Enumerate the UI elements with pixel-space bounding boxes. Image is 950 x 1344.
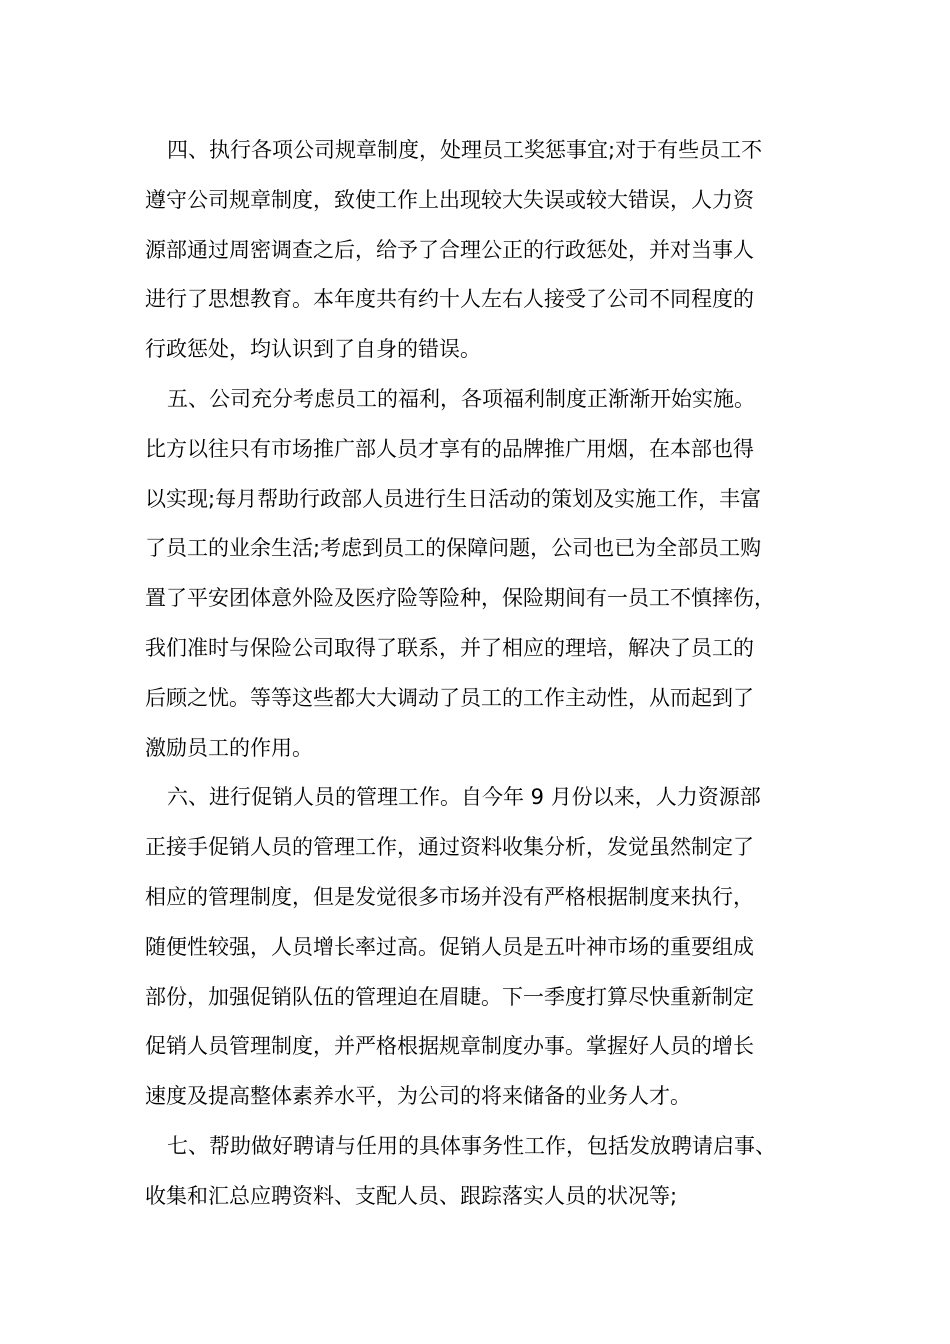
text-line: 正接手促销人员的管理工作，通过资料收集分析，发觉虽然制定了 [145, 835, 754, 860]
text-line: 遵守公司规章制度，致使工作上出现较大失误或较大错误，人力资 [145, 187, 754, 212]
text-line: 七、帮助做好聘请与任用的具体事务性工作，包括发放聘请启事、 [167, 1133, 776, 1158]
text-line: 进行了思想教育。本年度共有约十人左右人接受了公司不同程度的 [145, 287, 754, 312]
text-line: 五、公司充分考虑员工的福利，各项福利制度正渐渐开始实施。 [167, 386, 755, 411]
text-line: 六、进行促销人员的管理工作。自今年 9 月份以来，人力资源部 [167, 785, 761, 810]
text-line: 以实现;每月帮助行政部人员进行生日活动的策划及实施工作，丰富 [145, 486, 762, 511]
text-line: 源部通过周密调查之后，给予了合理公正的行政惩处，并对当事人 [145, 237, 754, 262]
text-line: 随便性较强，人员增长率过高。促销人员是五叶神市场的重要组成 [145, 934, 754, 959]
text-line: 行政惩处，均认识到了自身的错误。 [145, 337, 481, 362]
text-line: 后顾之忧。等等这些都大大调动了员工的工作主动性，从而起到了 [145, 685, 754, 710]
text-line: 比方以往只有市场推广部人员才享有的品牌推广用烟，在本部也得 [145, 436, 754, 461]
text-line: 我们准时与保险公司取得了联系，并了相应的理培，解决了员工的 [145, 635, 754, 660]
text-line: 四、执行各项公司规章制度，处理员工奖惩事宜;对于有些员工不 [167, 138, 763, 162]
text-line: 促销人员管理制度，并严格根据规章制度办事。掌握好人员的增长 [145, 1034, 754, 1059]
text-line: 置了平安团体意外险及医疗险等险种，保险期间有一员工不慎摔伤， [145, 586, 775, 611]
document-body [145, 126, 813, 1222]
text-line: 相应的管理制度，但是发觉很多市场并没有严格根据制度来执行， [145, 884, 754, 909]
text-line: 收集和汇总应聘资料、支配人员、跟踪落实人员的状况等; [145, 1183, 678, 1208]
text-line: 激励员工的作用。 [145, 735, 313, 760]
text-line: 速度及提高整体素养水平，为公司的将来储备的业务人才。 [145, 1084, 691, 1109]
text-line: 部份，加强促销队伍的管理迫在眉睫。下一季度打算尽快重新制定 [145, 984, 754, 1009]
text-line: 了员工的业余生活;考虑到员工的保障问题，公司也已为全部员工购 [145, 536, 762, 561]
